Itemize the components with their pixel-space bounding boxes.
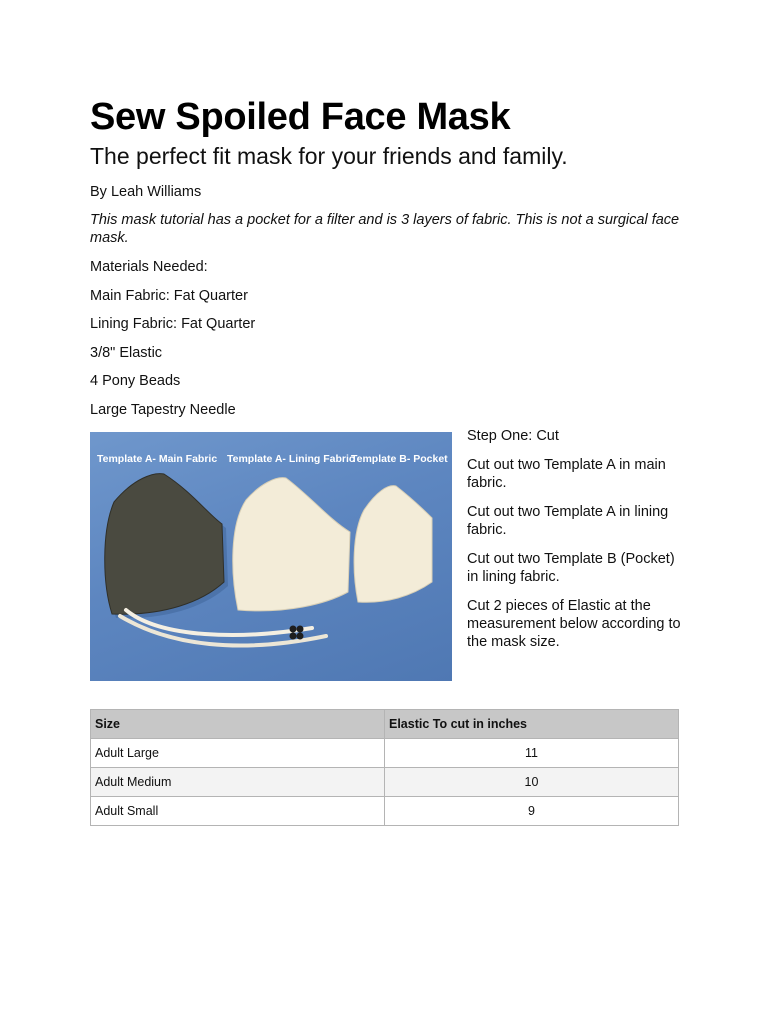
page-title: Sew Spoiled Face Mask xyxy=(90,96,511,138)
column-header-size: Size xyxy=(91,710,385,739)
step-item: Cut out two Template B (Pocket) in lining fabric. xyxy=(467,551,675,585)
pony-bead xyxy=(297,633,304,640)
mask-piece-main-fabric xyxy=(105,474,224,615)
table-row xyxy=(91,768,679,797)
table-header-row xyxy=(91,710,679,739)
size-cell: Adult Large xyxy=(91,739,385,768)
pony-bead xyxy=(290,626,297,633)
elastic-length-cell: 9 xyxy=(385,797,679,826)
table-row xyxy=(91,797,679,826)
figure-label: Template A- Lining Fabric xyxy=(227,453,355,465)
materials-item: 3/8" Elastic xyxy=(90,345,163,361)
mask-piece-lining-fabric xyxy=(233,478,350,611)
materials-heading: Materials Needed: xyxy=(90,259,208,275)
step-heading: Step One: Cut xyxy=(467,428,559,444)
step-one-section xyxy=(467,427,682,662)
mask-templates-photo xyxy=(90,432,452,681)
step-item: Cut out two Template A in main fabric. xyxy=(467,457,666,491)
materials-item: Lining Fabric: Fat Quarter xyxy=(90,316,256,332)
elastic-length-cell: 11 xyxy=(385,739,679,768)
figure-label: Template B- Pocket xyxy=(351,453,448,465)
column-header-elastic: Elastic To cut in inches xyxy=(385,710,679,739)
materials-item: Large Tapestry Needle xyxy=(90,402,236,418)
mask-piece-pocket xyxy=(354,486,432,603)
size-cell: Adult Medium xyxy=(91,768,385,797)
pony-bead xyxy=(290,633,297,640)
figure-label: Template A- Main Fabric xyxy=(97,453,218,465)
step-item: Cut out two Template A in lining fabric. xyxy=(467,504,669,538)
size-cell: Adult Small xyxy=(91,797,385,826)
pony-bead xyxy=(297,626,304,633)
table-row xyxy=(91,739,679,768)
elastic-length-cell: 10 xyxy=(385,768,679,797)
materials-item: Main Fabric: Fat Quarter xyxy=(90,288,248,304)
byline: By Leah Williams xyxy=(90,184,202,200)
step-item: Cut 2 pieces of Elastic at the measurement below according to the mask size. xyxy=(467,598,681,650)
elastic-size-table xyxy=(90,709,679,826)
page-subtitle: The perfect fit mask for your friends and family. xyxy=(90,143,568,169)
intro-note: This mask tutorial has a pocket for a filter and is 3 layers of fabric. This is not a surgical face mask. xyxy=(90,212,680,246)
materials-item: 4 Pony Beads xyxy=(90,373,181,389)
